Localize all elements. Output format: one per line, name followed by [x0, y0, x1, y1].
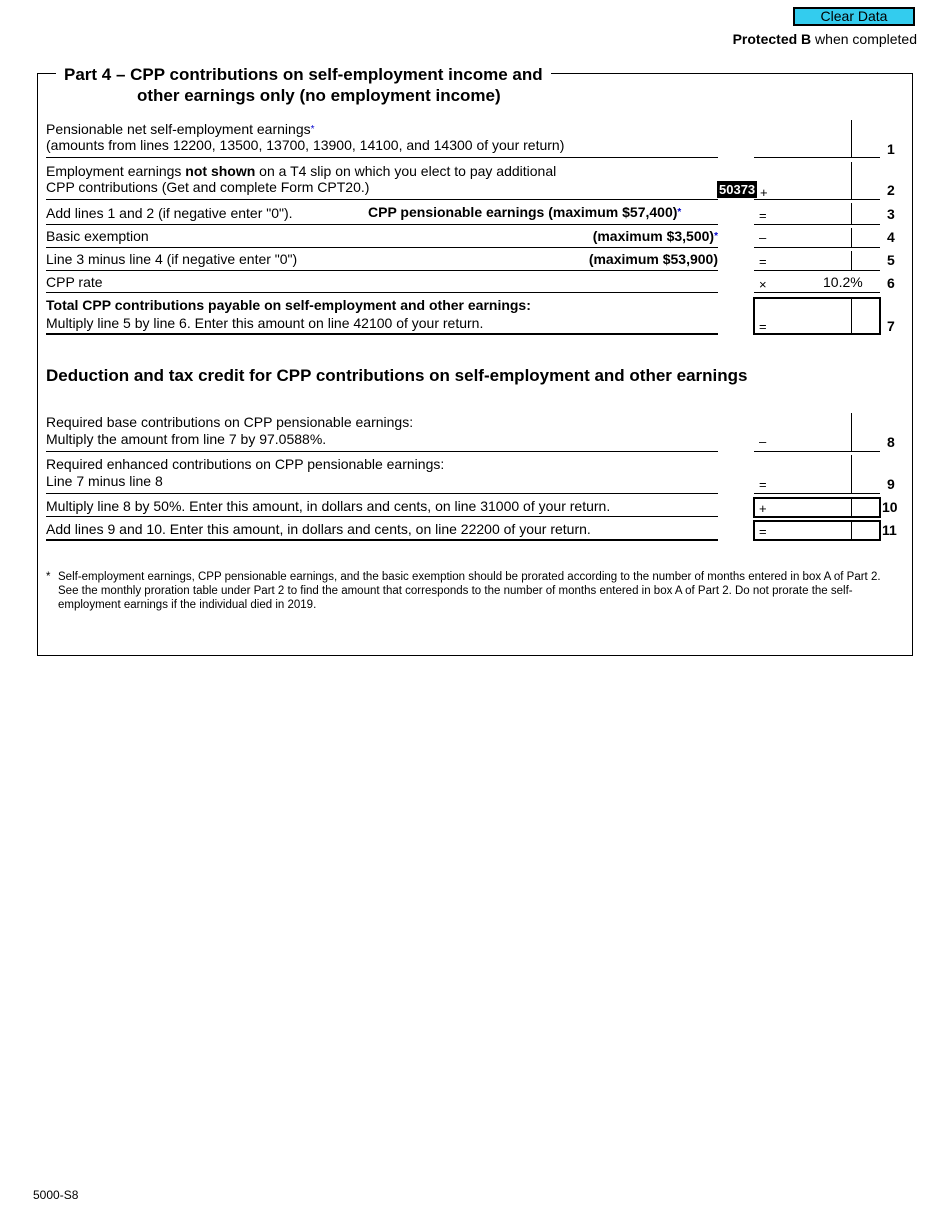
- cpp-rate-value: 10.2%: [823, 274, 863, 290]
- line9-field[interactable]: [754, 493, 880, 494]
- part4-title: [56, 64, 551, 106]
- line4-field[interactable]: [754, 247, 880, 248]
- line4-cents-sep: [851, 228, 852, 248]
- line2-field[interactable]: [754, 199, 880, 200]
- protected-label: Protected B: [732, 31, 812, 47]
- line3-field[interactable]: [754, 224, 880, 225]
- footnote: [46, 570, 886, 612]
- line-number: 9: [887, 476, 895, 492]
- line7-label: Total CPP contributions payable on self-employment and other earnings:: [46, 297, 531, 313]
- protected-suffix: when completed: [811, 31, 917, 47]
- line9-sublabel: Line 7 minus line 8: [46, 473, 163, 489]
- footnote-mark: *: [46, 571, 51, 583]
- form-number: 5000-S8: [33, 1188, 79, 1202]
- line6-field: [754, 292, 880, 293]
- line11-label: Add lines 9 and 10. Enter this amount, in dollars and cents, on line 22200 of your return.: [46, 521, 591, 537]
- line5-label: Line 3 minus line 4 (if negative enter "0"): [46, 251, 298, 267]
- equals-operator: =: [759, 208, 767, 223]
- line11-rule: [46, 539, 718, 541]
- line3-bold-label: CPP pensionable earnings (maximum $57,400)*: [368, 204, 682, 220]
- line4-rule: [46, 247, 718, 248]
- line5-cents-sep: [851, 251, 852, 271]
- line2-rule: [46, 199, 718, 200]
- line5-field[interactable]: [754, 270, 880, 271]
- line5-bold-label: (maximum $53,900): [588, 251, 718, 267]
- line4-label: Basic exemption: [46, 228, 149, 244]
- plus-operator: +: [759, 501, 767, 516]
- equals-operator: =: [759, 477, 767, 492]
- line7-field[interactable]: [753, 297, 881, 335]
- part4-frame: [37, 73, 913, 656]
- line-number: 10: [882, 499, 898, 515]
- line5-rule: [46, 270, 718, 271]
- line1-field[interactable]: [754, 157, 880, 158]
- equals-operator: =: [759, 254, 767, 269]
- line2-cents-sep: [851, 162, 852, 200]
- minus-operator: –: [759, 230, 767, 245]
- line6-rule: [46, 292, 718, 293]
- line4-bold-label: (maximum $3,500)*: [592, 228, 718, 244]
- line2-sublabel: CPP contributions (Get and complete Form CPT20.): [46, 179, 370, 195]
- line10-label: Multiply line 8 by 50%. Enter this amount, in dollars and cents, on line 31000 of your return.: [46, 498, 611, 514]
- plus-operator: +: [760, 185, 768, 200]
- line10-rule: [46, 516, 718, 517]
- line8-rule: [46, 451, 718, 452]
- line7-sublabel: Multiply line 5 by line 6. Enter this amount on line 42100 of your return.: [46, 315, 484, 331]
- asterisk-mark: *: [714, 231, 718, 242]
- line1-label: Pensionable net self-employment earnings*: [46, 121, 315, 137]
- line11-field[interactable]: [753, 520, 881, 541]
- line9-rule: [46, 493, 718, 494]
- line-number: 4: [887, 229, 895, 245]
- line11-cents-sep: [851, 521, 852, 540]
- line-number: 7: [887, 318, 895, 334]
- line10-field[interactable]: [753, 497, 881, 518]
- deduction-section-title: Deduction and tax credit for CPP contributions on self-employment and other earnings: [46, 366, 748, 385]
- field-code-tag: 50373: [719, 182, 756, 197]
- line8-cents-sep: [851, 413, 852, 452]
- footnote-text: Self-employment earnings, CPP pensionable earnings, and the basic exemption should be prorated according to the number of months entered in box A of Part 2. See the monthly proration table under Part 2 to find the amount that corresponds to the number of months entered in box A of Part 2. Do not prorate the self-employment earnings if the individual died in 2019.: [58, 571, 881, 611]
- line10-cents-sep: [851, 498, 852, 517]
- protected-notice: [733, 31, 917, 47]
- line1-rule: [46, 157, 718, 158]
- part4-title-line1: Part 4 – CPP contributions on self-employment income and: [64, 65, 543, 84]
- line9-cents-sep: [851, 455, 852, 494]
- equals-operator: =: [759, 524, 767, 539]
- line3-label: Add lines 1 and 2 (if negative enter "0").: [46, 205, 293, 221]
- line9-label: Required enhanced contributions on CPP pensionable earnings:: [46, 456, 445, 472]
- minus-operator: –: [759, 434, 767, 449]
- line1-sublabel: (amounts from lines 12200, 13500, 13700, 13900, 14100, and 14300 of your return): [46, 137, 565, 153]
- line8-label: Required base contributions on CPP pensionable earnings:: [46, 414, 414, 430]
- line3-cents-sep: [851, 203, 852, 225]
- line-number: 2: [887, 182, 895, 198]
- line-number: 6: [887, 275, 895, 291]
- line-number: 5: [887, 252, 895, 268]
- line-number: 3: [887, 206, 895, 222]
- line-number: 8: [887, 434, 895, 450]
- line-number: 11: [882, 522, 897, 538]
- line3-rule: [46, 224, 718, 225]
- part4-title-line2: other earnings only (no employment income): [137, 86, 501, 105]
- asterisk-mark: *: [310, 124, 315, 135]
- line7-cents-sep: [851, 298, 852, 334]
- asterisk-mark: *: [677, 207, 682, 218]
- line8-field[interactable]: [754, 451, 880, 452]
- line6-label: CPP rate: [46, 274, 103, 290]
- times-operator: ×: [759, 277, 767, 292]
- line2-label: Employment earnings not shown on a T4 slip on which you elect to pay additional: [46, 163, 557, 179]
- line7-rule: [46, 333, 718, 335]
- clear-data-button[interactable]: Clear Data: [793, 7, 915, 26]
- line-number: 1: [887, 141, 895, 157]
- line8-sublabel: Multiply the amount from line 7 by 97.0588%.: [46, 431, 327, 447]
- equals-operator: =: [759, 319, 767, 334]
- line1-cents-sep: [851, 120, 852, 158]
